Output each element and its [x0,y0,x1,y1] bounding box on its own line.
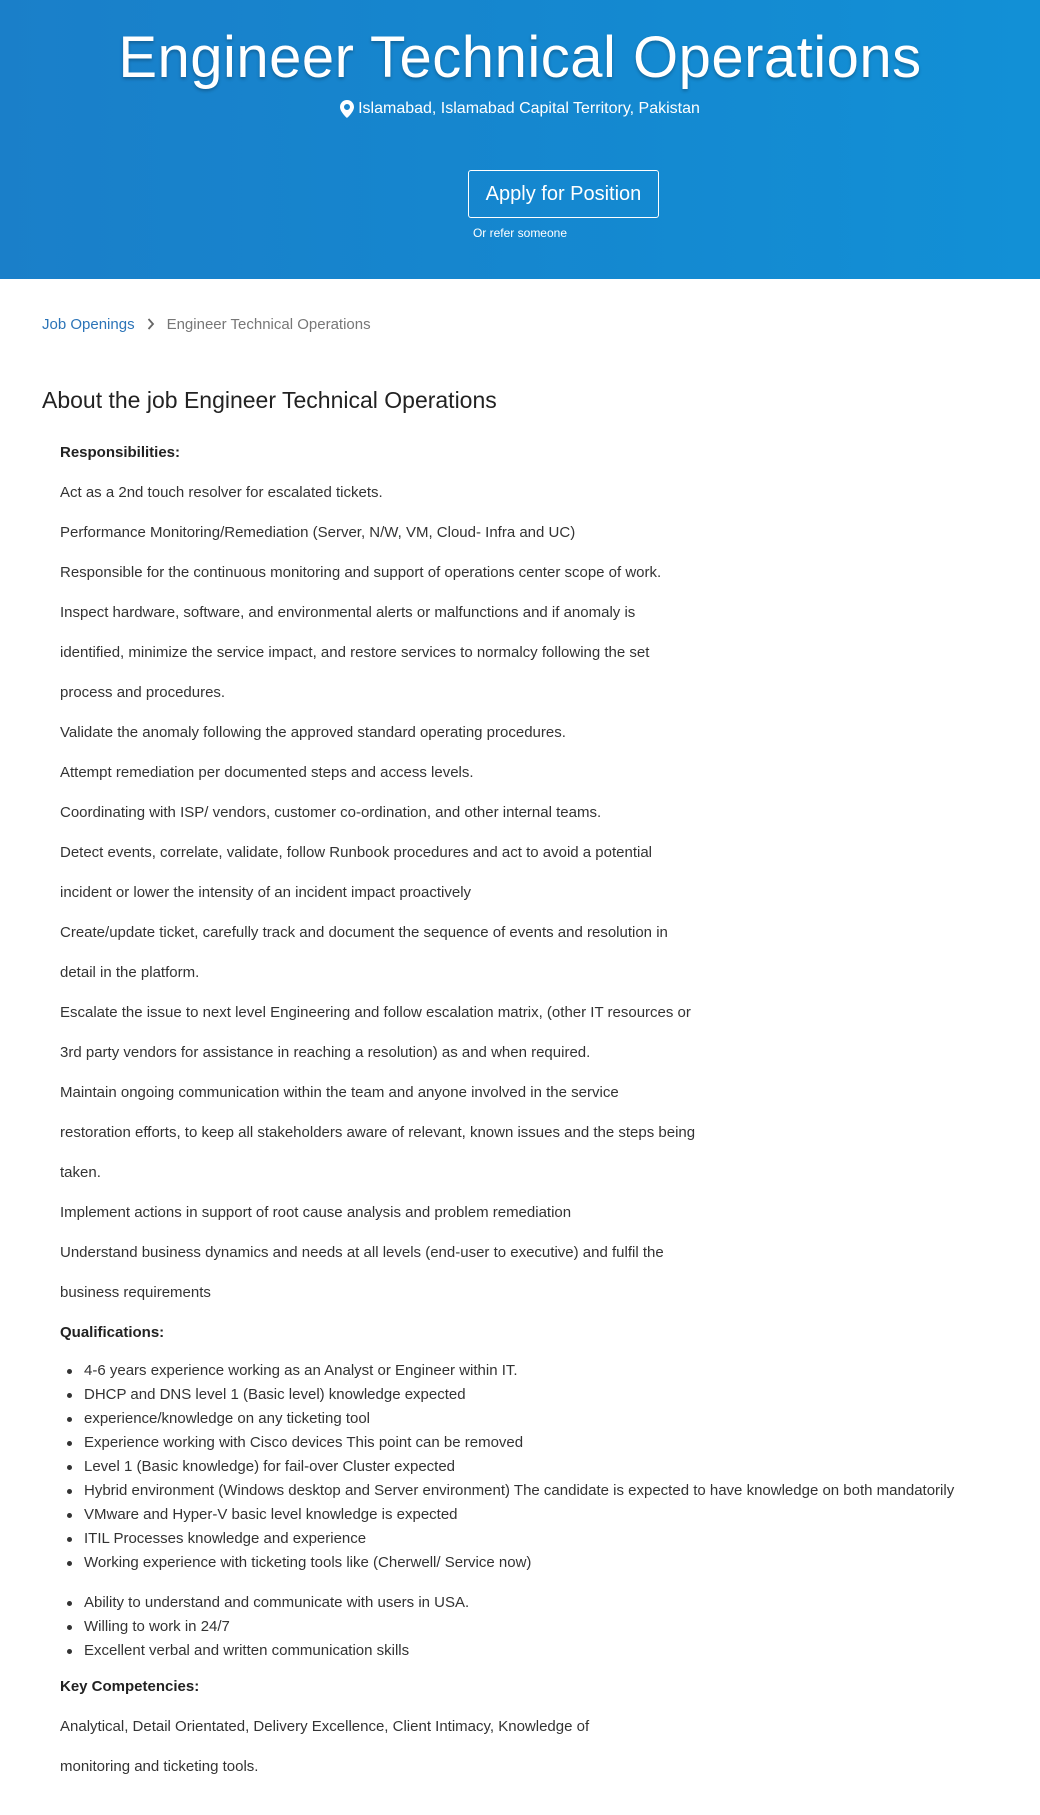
qualification-item: 4-6 years experience working as an Analyst or Engineer within IT. [60,1359,1032,1383]
qualification-item: Hybrid environment (Windows desktop and Server environment) The candidate is expected to have knowledge on both mandatorily [60,1479,1032,1503]
location-pin-icon [340,100,354,118]
responsibility-line: Performance Monitoring/Remediation (Server, N/W, VM, Cloud- Infra and UC) [60,524,576,541]
key-competencies-heading: Key Competencies: [60,1678,200,1695]
responsibility-line: restoration efforts, to keep all stakeholders aware of relevant, known issues and the steps being [60,1124,696,1141]
qualification-item: Experience working with Cisco devices This point can be removed [60,1431,1032,1455]
qualification-item: DHCP and DNS level 1 (Basic level) knowledge expected [60,1383,1032,1407]
responsibility-line: taken. [60,1164,101,1181]
about-job-title: About the job Engineer Technical Operations [42,387,497,413]
responsibility-line: process and procedures. [60,684,226,701]
responsibility-line: Escalate the issue to next level Engineering and follow escalation matrix, (other IT resources or [60,1004,691,1021]
qualifications-heading: Qualifications: [60,1324,165,1341]
responsibility-line: Validate the anomaly following the approved standard operating procedures. [60,724,566,741]
qualifications-extra-list [60,1591,1032,1663]
job-header-banner [0,0,1040,279]
qualification-item: Excellent verbal and written communication skills [60,1639,1032,1663]
competency-line: Analytical, Detail Orientated, Delivery Excellence, Client Intimacy, Knowledge of [60,1718,590,1735]
job-location [0,100,1040,118]
breadcrumb-current: Engineer Technical Operations [166,316,371,333]
responsibility-line: identified, minimize the service impact, and restore services to normalcy following the set [60,644,650,661]
responsibility-line: Coordinating with ISP/ vendors, customer co-ordination, and other internal teams. [60,804,602,821]
breadcrumb-job-openings-link[interactable]: Job Openings [42,316,135,333]
qualification-item: VMware and Hyper-V basic level knowledge is expected [60,1503,1032,1527]
responsibility-line: Responsible for the continuous monitoring and support of operations center scope of work. [60,564,662,581]
responsibility-line: Inspect hardware, software, and environmental alerts or malfunctions and if anomaly is [60,604,636,621]
job-title: Engineer Technical Operations [118,25,922,90]
responsibility-line: Implement actions in support of root cause analysis and problem remediation [60,1204,572,1221]
qualification-item: Level 1 (Basic knowledge) for fail-over Cluster expected [60,1455,1032,1479]
key-competencies-text [60,1707,1032,1787]
qualification-item: ITIL Processes knowledge and experience [60,1527,1032,1551]
responsibility-line: incident or lower the intensity of an incident impact proactively [60,884,472,901]
qualification-item: Working experience with ticketing tools like (Cherwell/ Service now) [60,1551,1032,1575]
job-description [42,383,1032,1787]
apply-for-position-button[interactable]: Apply for Position [468,170,659,218]
responsibilities-list [60,473,1032,1313]
responsibility-line: Detect events, correlate, validate, follow Runbook procedures and act to avoid a potential [60,844,653,861]
qualification-item: experience/knowledge on any ticketing tool [60,1407,1032,1431]
responsibility-line: Understand business dynamics and needs at all levels (end-user to executive) and fulfil the [60,1244,664,1261]
competency-line: monitoring and ticketing tools. [60,1758,259,1775]
refer-someone-link[interactable]: Or refer someone [472,226,568,240]
qualifications-list [60,1359,1032,1575]
responsibilities-heading: Responsibilities: [60,444,181,461]
qualification-item: Willing to work in 24/7 [60,1615,1032,1639]
responsibility-line: Act as a 2nd touch resolver for escalated tickets. [60,484,383,501]
breadcrumb [42,316,371,333]
job-location-text: Islamabad, Islamabad Capital Territory, Pakistan [358,100,700,117]
responsibility-line: Maintain ongoing communication within the team and anyone involved in the service [60,1084,619,1101]
responsibility-line: Attempt remediation per documented steps and access levels. [60,764,474,781]
responsibility-line: business requirements [60,1284,211,1301]
breadcrumb-chevron-icon [147,317,155,333]
responsibility-line: Create/update ticket, carefully track and document the sequence of events and resolution in [60,924,668,941]
responsibility-line: 3rd party vendors for assistance in reaching a resolution) as and when required. [60,1044,591,1061]
responsibility-line: detail in the platform. [60,964,200,981]
qualification-item: Ability to understand and communicate with users in USA. [60,1591,1032,1615]
